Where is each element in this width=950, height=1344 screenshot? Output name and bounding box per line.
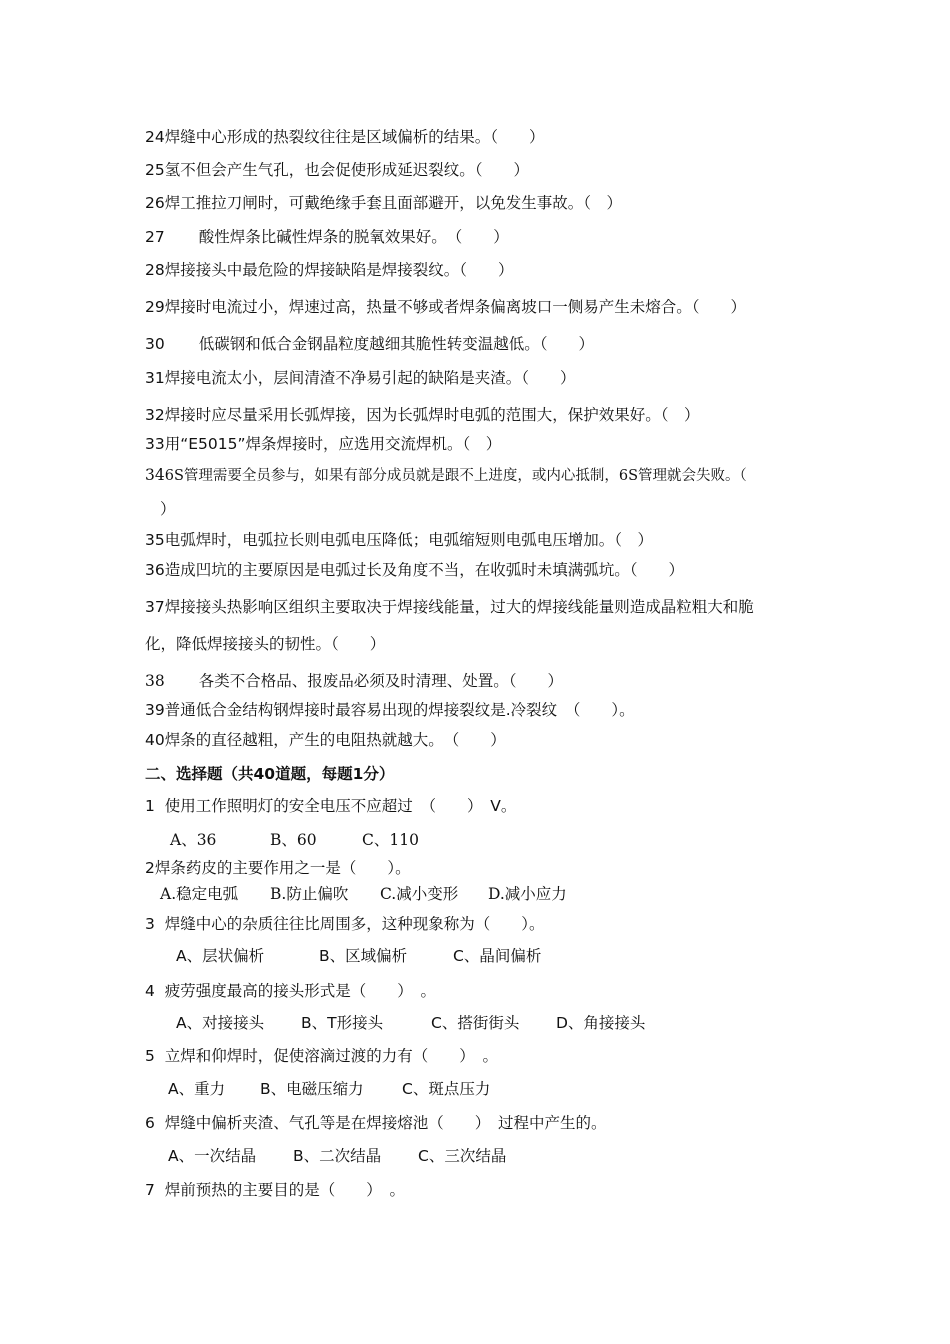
question-number: 34 <box>145 466 165 484</box>
section-heading: 二、选择题（共40道题，每题1分） <box>145 765 395 783</box>
question-34-continuation <box>160 499 176 519</box>
question-number: 30 <box>145 335 165 353</box>
question-text: 焊接接头中最危险的焊接缺陷是焊接裂纹。（ ） <box>164 261 514 279</box>
question-number: 4 <box>145 982 155 1000</box>
question-37-continuation <box>145 634 385 654</box>
question-text: 酸性焊条比碱性焊条的脱氧效果好。 （ ） <box>198 228 509 246</box>
choice-options-4 <box>176 1013 645 1033</box>
option-c: C、三次结晶 <box>418 1147 507 1165</box>
question-28 <box>145 260 514 280</box>
question-33 <box>145 434 501 454</box>
question-number: 27 <box>145 228 165 246</box>
option-a: A、一次结晶 <box>168 1147 257 1165</box>
question-text: 立焊和仰焊时，促使溶滴过渡的力有（ ） 。 <box>164 1047 498 1065</box>
option-a: A、36 <box>170 831 217 849</box>
question-36 <box>145 560 684 580</box>
question-text: 疲劳强度最高的接头形式是（ ） 。 <box>164 982 436 1000</box>
option-b: B、二次结晶 <box>293 1147 382 1165</box>
question-38 <box>145 671 563 691</box>
option-d: D、角接接头 <box>556 1014 646 1032</box>
question-text: 电弧焊时，电弧拉长则电弧电压降低；电弧缩短则电弧电压增加。（ ） <box>164 531 653 549</box>
question-31 <box>145 368 576 388</box>
option-b: B、电磁压缩力 <box>260 1080 364 1098</box>
question-number: 25 <box>145 161 165 179</box>
question-30 <box>145 334 594 354</box>
question-text: 6S管理需要全员参与，如果有部分成员就是跟不上进度，或内心抵制，6S管理就会失败。（ <box>164 468 747 484</box>
question-number: 31 <box>145 369 165 387</box>
option-d: D.减小应力 <box>488 885 567 903</box>
choice-options-1 <box>170 830 419 850</box>
question-number: 39 <box>145 701 165 719</box>
choice-question-4 <box>145 981 436 1001</box>
question-number: 29 <box>145 298 165 316</box>
question-text: 氢不但会产生气孔，也会促使形成延迟裂纹。（ ） <box>164 161 529 179</box>
question-text-cont: ） <box>160 500 176 518</box>
question-number: 26 <box>145 194 165 212</box>
choice-question-6 <box>145 1113 607 1133</box>
question-text: 焊缝中心形成的热裂纹往往是区域偏析的结果。（ ） <box>164 128 545 146</box>
question-37 <box>145 597 754 617</box>
question-number: 36 <box>145 561 165 579</box>
choice-question-1 <box>145 796 516 816</box>
choice-question-5 <box>145 1046 498 1066</box>
question-text: 焊条的直径越粗，产生的电阻热就越大。 （ ） <box>164 731 506 749</box>
question-text: 焊前预热的主要目的是（ ） 。 <box>164 1181 405 1199</box>
question-number: 28 <box>145 261 165 279</box>
question-text: 焊工推拉刀闸时，可戴绝缘手套且面部避开，以免发生事故。（ ） <box>164 194 622 212</box>
question-24 <box>145 127 545 147</box>
option-a: A、层状偏析 <box>176 947 265 965</box>
option-a: A、对接接头 <box>176 1014 265 1032</box>
question-number: 1 <box>145 797 155 815</box>
question-text: 使用工作照明灯的安全电压不应超过 （ ） V。 <box>164 797 517 815</box>
option-c: C.减小变形 <box>380 885 459 903</box>
option-a: A.稳定电弧 <box>160 885 239 903</box>
question-text: 焊条药皮的主要作用之一是（ ）。 <box>154 859 411 877</box>
choice-options-3 <box>176 946 541 966</box>
option-a: A、重力 <box>168 1080 226 1098</box>
question-number: 38 <box>145 672 165 690</box>
choice-options-6 <box>168 1146 506 1166</box>
question-40 <box>145 730 506 750</box>
question-number: 5 <box>145 1047 155 1065</box>
question-text: 造成凹坑的主要原因是电弧过长及角度不当，在收弧时未填满弧坑。（ ） <box>164 561 684 579</box>
question-text: 焊接电流太小，层间清渣不净易引起的缺陷是夹渣。（ ） <box>164 369 576 387</box>
question-number: 32 <box>145 406 165 424</box>
question-number: 7 <box>145 1181 155 1199</box>
question-number: 3 <box>145 915 155 933</box>
question-text: 焊接时电流过小，焊速过高，热量不够或者焊条偏离坡口一侧易产生未熔合。（ ） <box>164 298 746 316</box>
question-text: 普通低合金结构钢焊接时最容易出现的焊接裂纹是.冷裂纹 （ ）。 <box>164 701 635 719</box>
option-c: C、斑点压力 <box>402 1080 491 1098</box>
question-number: 40 <box>145 731 165 749</box>
question-text: 焊缝中偏析夹渣、气孔等是在焊接熔池（ ） 过程中产生的。 <box>164 1114 607 1132</box>
question-text: 焊接接头热影响区组织主要取决于焊接线能量，过大的焊接线能量则造成晶粒粗大和脆 <box>164 598 754 616</box>
question-text: 各类不合格品、报废品必须及时清理、处置。（ ） <box>198 672 563 690</box>
option-c: C、110 <box>362 831 419 849</box>
question-27 <box>145 227 509 247</box>
question-number: 6 <box>145 1114 155 1132</box>
question-text-cont: 化，降低焊接接头的韧性。（ ） <box>145 635 386 653</box>
question-number: 35 <box>145 531 165 549</box>
question-34 <box>145 465 747 486</box>
choice-options-2 <box>160 884 567 904</box>
question-text: 焊缝中心的杂质往往比周围多，这种现象称为（ ）。 <box>164 915 545 933</box>
choice-question-3 <box>145 914 545 934</box>
question-number: 2 <box>145 859 155 877</box>
option-b: B、区域偏析 <box>319 947 408 965</box>
question-32 <box>145 405 700 425</box>
option-b: B、60 <box>270 831 317 849</box>
option-c: C、晶间偏析 <box>453 947 542 965</box>
question-25 <box>145 160 529 180</box>
option-b: B.防止偏吹 <box>270 885 349 903</box>
question-26 <box>145 193 622 213</box>
question-number: 24 <box>145 128 165 146</box>
option-c: C、搭街街头 <box>431 1014 520 1032</box>
question-39 <box>145 700 635 720</box>
question-35 <box>145 530 653 550</box>
question-text: 低碳钢和低合金钢晶粒度越细其脆性转变温越低。（ ） <box>198 335 594 353</box>
question-number: 33 <box>145 435 165 453</box>
choice-question-2 <box>145 858 411 878</box>
choice-options-5 <box>168 1079 490 1099</box>
option-b: B、T形接头 <box>301 1014 384 1032</box>
question-29 <box>145 297 746 317</box>
choice-question-7 <box>145 1180 405 1200</box>
question-text: 焊接时应尽量采用长弧焊接，因为长弧焊时电弧的范围大，保护效果好。（ ） <box>164 406 700 424</box>
question-number: 37 <box>145 598 165 616</box>
question-text: 用“E5015”焊条焊接时，应选用交流焊机。（ ） <box>164 435 502 453</box>
